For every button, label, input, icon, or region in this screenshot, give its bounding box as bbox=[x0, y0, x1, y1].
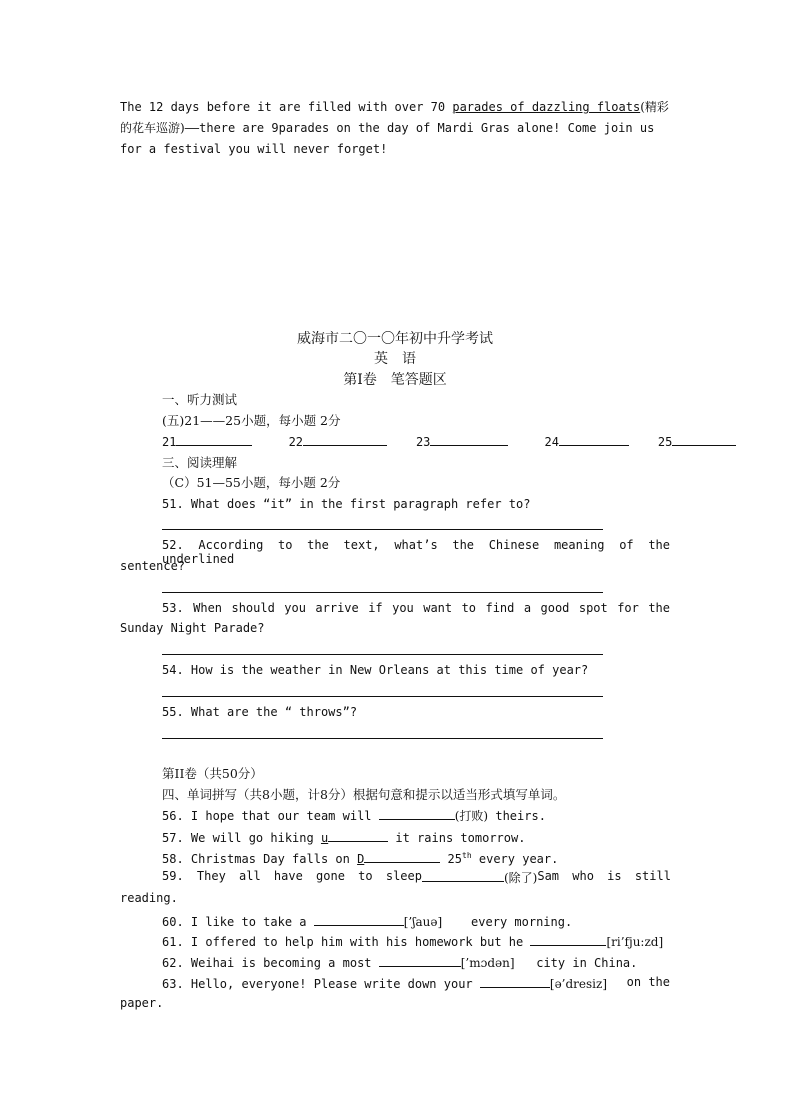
question-52-cont: sentence? bbox=[120, 559, 186, 573]
q57-text: 57. We will go hiking bbox=[162, 831, 321, 845]
q56-text: 56. I hope that our team will bbox=[162, 809, 379, 823]
answer-blank-25[interactable] bbox=[672, 433, 736, 446]
question-59-cont: reading. bbox=[120, 891, 178, 905]
q58-superscript: th bbox=[462, 851, 472, 860]
q57-first-letter: u bbox=[320, 831, 329, 845]
q58-first-letter: D bbox=[357, 852, 365, 866]
answer-blank-21[interactable] bbox=[176, 433, 252, 446]
q59-text-end: Sam who is still bbox=[537, 869, 671, 883]
q56-text-end: theirs. bbox=[488, 809, 546, 823]
q59-text: 59. They all have gone to sleep bbox=[162, 869, 422, 883]
answer-blank-59[interactable] bbox=[422, 869, 504, 882]
exam-title: 威海市二〇一〇年初中升学考试 bbox=[297, 331, 493, 347]
q60-hint: [’ʃauə] bbox=[403, 915, 443, 929]
q62-text: 62. Weihai is becoming a most bbox=[162, 956, 379, 970]
question-60 bbox=[162, 913, 572, 929]
question-56 bbox=[162, 807, 546, 824]
answer-blank-22[interactable] bbox=[303, 433, 387, 446]
q60-text-end: every morning. bbox=[471, 915, 573, 929]
question-59 bbox=[162, 869, 670, 886]
blank-label: 24 bbox=[544, 435, 559, 449]
answer-blank-60[interactable] bbox=[314, 913, 404, 926]
answer-blank-57[interactable] bbox=[328, 829, 388, 842]
q60-text: 60. I like to take a bbox=[162, 915, 314, 929]
part1-title: 一、听力测试 bbox=[162, 392, 238, 407]
part3-title: 三、阅读理解 bbox=[162, 455, 238, 470]
section-title: 第Ⅰ卷 笔答题区 bbox=[343, 372, 447, 388]
question-58 bbox=[162, 850, 558, 866]
answer-line-51[interactable] bbox=[162, 529, 603, 530]
q56-hint: (打败) bbox=[454, 809, 489, 823]
listening-answer-row bbox=[162, 433, 736, 449]
answer-blank-58[interactable] bbox=[364, 850, 440, 863]
q58-text-end: every year. bbox=[471, 852, 559, 866]
q62-text-end: city in China. bbox=[536, 956, 638, 970]
question-53-cont: Sunday Night Parade? bbox=[120, 621, 265, 635]
part2-title: 第II卷（共50分） bbox=[162, 766, 263, 781]
q61-text: 61. I offered to help him with his homework but he bbox=[162, 935, 531, 949]
blank-label: 22 bbox=[288, 435, 304, 449]
part2-instruction: 四、单词拼写（共8小题，计8分）根据句意和提示以适当形式填写单词。 bbox=[162, 787, 566, 802]
q59-hint: (除了) bbox=[503, 871, 538, 885]
question-61 bbox=[162, 933, 663, 949]
answer-blank-23[interactable] bbox=[430, 433, 508, 446]
q58-number: 25 bbox=[440, 852, 462, 866]
answer-line-52[interactable] bbox=[162, 592, 603, 593]
q63-hint: [ə’dresiz] bbox=[549, 977, 608, 991]
passage-text: The 12 days before it are filled with over 70 bbox=[120, 100, 453, 114]
blank-label: 21 bbox=[162, 435, 177, 449]
answer-blank-56[interactable] bbox=[379, 807, 455, 820]
answer-line-54[interactable] bbox=[162, 696, 603, 697]
q58-text: 58. Christmas Day falls on bbox=[162, 852, 358, 866]
blank-label: 23 bbox=[415, 435, 431, 449]
part3-sub: （C）51—55小题，每小题 2分 bbox=[162, 475, 341, 490]
q63-text-end: on the bbox=[626, 975, 670, 989]
q61-hint: [ri’fju:zd] bbox=[606, 935, 664, 949]
question-52: 52. According to the text, what’s the Chinese meaning of the underlined bbox=[162, 538, 670, 566]
answer-blank-24[interactable] bbox=[559, 433, 629, 446]
subject-title: 英 语 bbox=[374, 351, 416, 367]
answer-line-55[interactable] bbox=[162, 738, 603, 739]
passage-text-cont: ——there are 9parades on the day of Mardi Gras alone! Come join us for a festival you will never forget! bbox=[120, 121, 655, 156]
answer-blank-62[interactable] bbox=[379, 954, 461, 967]
answer-blank-61[interactable] bbox=[530, 933, 606, 946]
answer-line-53[interactable] bbox=[162, 654, 603, 655]
q63-text: 63. Hello, everyone! Please write down your bbox=[162, 977, 480, 991]
q57-text-end: it rains tomorrow. bbox=[388, 831, 526, 845]
question-53: 53. When should you arrive if you want to find a good spot for the bbox=[162, 601, 670, 615]
question-63 bbox=[162, 975, 670, 991]
q62-hint: [’mɔdən] bbox=[460, 956, 515, 970]
question-57 bbox=[162, 829, 525, 845]
passage-paragraph bbox=[120, 97, 672, 160]
question-54: 54. How is the weather in New Orleans at this time of year? bbox=[162, 663, 589, 677]
passage-translation: (精彩的花车巡游) bbox=[120, 100, 669, 135]
question-62 bbox=[162, 954, 637, 970]
answer-blank-63[interactable] bbox=[480, 975, 550, 988]
question-55: 55. What are the “ throws”? bbox=[162, 705, 358, 719]
part1-sub: (五)21——25小题，每小题 2分 bbox=[162, 413, 341, 428]
question-63-cont: paper. bbox=[120, 996, 164, 1010]
question-51: 51. What does “it” in the first paragraph refer to? bbox=[162, 497, 531, 511]
blank-label: 25 bbox=[657, 435, 673, 449]
underlined-sentence: parades of dazzling floats bbox=[452, 100, 641, 114]
